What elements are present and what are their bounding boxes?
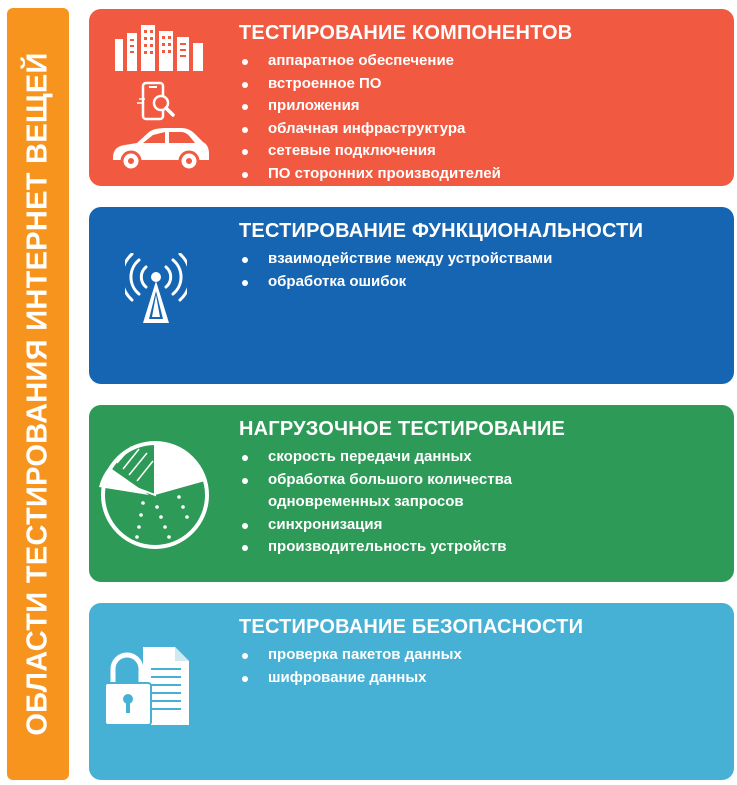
side-title: ОБЛАСТИ ТЕСТИРОВАНИЯ ИНТЕРНЕТ ВЕЩЕЙ [21, 52, 54, 736]
panel-title: ТЕСТИРОВАНИЕ БЕЗОПАСНОСТИ [239, 616, 584, 638]
list-item: синхронизация [239, 514, 699, 537]
phone-search-icon [137, 81, 181, 125]
list-item-text: одновременных запросов [268, 493, 464, 510]
list-item-continuation [239, 491, 699, 514]
panel-title: ТЕСТИРОВАНИЕ ФУНКЦИОНАЛЬНОСТИ [239, 220, 644, 242]
list-item: встроенное ПО [239, 73, 699, 96]
list-item: обработка ошибок [239, 271, 699, 294]
pie-chart-icon [97, 437, 213, 549]
list-item: скорость передачи данных [239, 446, 699, 469]
panel-component-testing [89, 9, 734, 186]
buildings-icon [113, 25, 205, 71]
bullet-list [239, 446, 699, 559]
side-title-bar [7, 8, 69, 780]
list-item: взаимодействие между устройствами [239, 248, 699, 271]
bullet-list [239, 644, 699, 689]
list-item: облачная инфраструктура [239, 118, 699, 141]
bullet-list [239, 248, 699, 293]
list-item: шифрование данных [239, 667, 699, 690]
list-item: сетевые подключения [239, 140, 699, 163]
list-item: производительность устройств [239, 536, 699, 559]
list-item: ПО сторонних производителей [239, 163, 699, 186]
bullet-list [239, 50, 699, 185]
panel-functionality-testing [89, 207, 734, 384]
panel-security-testing [89, 603, 734, 780]
antenna-icon [125, 253, 187, 325]
panel-load-testing [89, 405, 734, 582]
panel-title: ТЕСТИРОВАНИЕ КОМПОНЕНТОВ [239, 22, 573, 44]
list-item: приложения [239, 95, 699, 118]
lock-document-icon [103, 643, 195, 729]
list-item: обработка большого количества [239, 469, 699, 492]
car-icon [109, 124, 211, 172]
panel-title: НАГРУЗОЧНОЕ ТЕСТИРОВАНИЕ [239, 418, 566, 440]
list-item: аппаратное обеспечение [239, 50, 699, 73]
list-item: проверка пакетов данных [239, 644, 699, 667]
